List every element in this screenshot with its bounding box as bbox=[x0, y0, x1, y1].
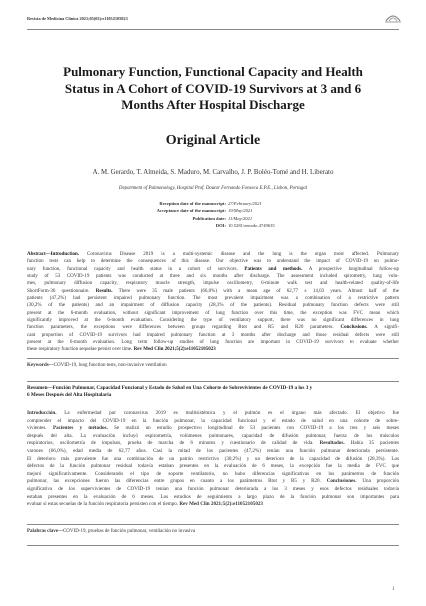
text-segment: these respiratory function sequelae persist over time. bbox=[27, 347, 134, 353]
text-line bbox=[27, 266, 399, 273]
resumen-title-line: Resumen—Función Pulmonar, Capacidad Funcional y Estado de Salud en Una Cohorte de Sobrevivientes de COVID-19 a los 3 y bbox=[27, 385, 313, 391]
text-line bbox=[27, 501, 399, 509]
english-abstract bbox=[27, 251, 399, 354]
text-line bbox=[27, 288, 399, 295]
text-segment: La enfermedad por coronavirus 2019 es multisistémica y el pulmón es el órgano más afectado. El objetivo fue bbox=[56, 410, 399, 416]
affiliation: Department of Pulmonology, Hospital Prof. Doutor Fernando Fonseca E.P.E., Lisbon, Portugal bbox=[118, 186, 308, 191]
text-segment: varones (66,0%), edad media de 62,77 años. Casi la mitad de los pacientes (47,2%) tenían una función pulmonar deteriorada persistente. bbox=[27, 447, 399, 454]
text-segment: patients (47,2%) had persistent impaired pulmonary function. The most prevalent impairment was a combination of a restrictive pattern bbox=[27, 296, 399, 302]
page-number: 1 bbox=[392, 587, 395, 592]
text-segment: mejoró significativamente. Considerando el tipo de soporte ventilatorio, no hubo diferencias significativas en los parámetros de función bbox=[27, 470, 399, 477]
date-label: Acceptance date of the manuscript: bbox=[156, 208, 226, 214]
text-segment: A prospective longitudinal follow-up bbox=[302, 266, 399, 272]
resumen-title-line: 6 Meses Después del Alta Hospitalaria bbox=[27, 392, 112, 399]
section-label: Conclusiones. bbox=[326, 478, 357, 485]
text-line bbox=[27, 332, 399, 339]
text-line bbox=[27, 280, 399, 287]
text-segment: ShortForm-36 questionnaire. bbox=[27, 288, 96, 294]
text-line bbox=[27, 273, 399, 280]
date-label: DOI: bbox=[215, 223, 226, 229]
text-segment: Había 35 pacientes bbox=[344, 440, 400, 447]
text-line bbox=[27, 463, 399, 471]
section-label: Rev Med Clin 2021;5(2):e11052105023 bbox=[179, 501, 263, 508]
text-line bbox=[27, 346, 399, 353]
title-line: Pulmonary Function, Functional Capacity and Health bbox=[63, 64, 363, 79]
section-label: Rev Med Clin 2021;5(2):e11052105023 bbox=[133, 347, 216, 353]
text-segment: There were 35 male patients (66,0%) with a mean age of 62,77 ± 14,03 years. Almost half of the bbox=[112, 288, 400, 294]
doi-link[interactable]: 10.5281/zenodo.4749635 bbox=[228, 223, 275, 229]
text-line bbox=[27, 251, 399, 258]
text-segment: mes, pulmonary diffusion capacity, respiratory muscle strength, impulse oscillometry, 6-minute walk test and health-related quality-of-life bbox=[27, 281, 399, 287]
text-line bbox=[27, 418, 399, 426]
date-label: Publication date: bbox=[192, 215, 226, 221]
manuscript-dates bbox=[27, 200, 399, 230]
text-segment: study of 53 COVID-19 patients was conducted at three and six months after discharge. The assessment included spirometry, lung volu- bbox=[27, 274, 399, 280]
header-rule bbox=[27, 29, 399, 30]
acceptance-date bbox=[27, 207, 399, 214]
date-label: Reception date of the manuscript: bbox=[159, 201, 226, 206]
section-label: Pacientes y métodos. bbox=[52, 425, 108, 432]
text-line bbox=[27, 295, 399, 302]
text-segment: Se realizó un estudio prospectivo longitudinal de 53 pacientes con COVID-19 a los tres y seis meses bbox=[107, 425, 399, 432]
section-label: Patients and methods. bbox=[244, 266, 303, 272]
date-value: 19/May/2021 bbox=[228, 208, 253, 214]
text-line bbox=[27, 448, 399, 456]
text-segment: function tests can help to determine the consequences of this disease. Our objective was to understand the impact of COVID-19 on pulmo- bbox=[27, 259, 399, 265]
palabras-clave bbox=[27, 528, 399, 535]
date-value: 11/May/2021 bbox=[228, 215, 253, 221]
journal-logo-icon bbox=[383, 11, 403, 25]
text-segment: respiratorios, oscilometría de impulsos, prueba de marcha de 6 minutos y cuestionario de calidad de vida. bbox=[27, 440, 320, 447]
text-segment: El deterioro más prevalente fue una combinación de un patrón restrictivo (30,2%) y un deterioro de la capacidad de difusión (28,3%). Los bbox=[27, 455, 399, 462]
abstract-rule bbox=[27, 358, 399, 359]
text-line bbox=[27, 425, 399, 433]
text-segment: present at the 6-month evaluation. Long term follow-up studies of lung function are important in COVID-19 survivors to evaluate whether bbox=[27, 340, 399, 346]
title-line: Months After Hospital Discharge bbox=[121, 97, 305, 112]
text-segment: (30,2% of the patients) and an impairment of diffusion capacity (28,3% of the patients). Residual pulmonary function defects were still bbox=[27, 303, 399, 309]
keywords-label: Keywords— bbox=[27, 363, 54, 368]
text-segment: function parameters, the exceptions were differences between groups regarding Rtot and R5 and R20 parameters. bbox=[27, 325, 341, 331]
text-segment: present at the 6-month evaluation, without significant improvement of lung function over this time, the exception was FVC mean which bbox=[27, 310, 399, 316]
text-segment: defectos de la función pulmonar residual todavía estaban presentes en la evaluación de 6 meses, la excepción fue la media de FVC que bbox=[27, 463, 399, 470]
palabras-label: Palabras clave— bbox=[27, 529, 63, 534]
text-segment: A signifi- bbox=[367, 325, 399, 331]
text-segment: cant proportion of COVID-19 survivors had impaired pulmonary function at 3 months after discharge and those residual defects were still bbox=[27, 332, 399, 338]
article-type: Original Article bbox=[165, 133, 261, 148]
section-label: Introduction. bbox=[50, 252, 79, 257]
resumen-rule bbox=[27, 381, 399, 382]
author-list: A. M. Gerardo, T. Almeida, S. Maduro, M. Carvalho, J. P. Boléo-Tomé and H. Liberato bbox=[92, 169, 334, 176]
title-line: Status in A Cohort of COVID-19 Survivors at 3 and 6 bbox=[64, 80, 362, 96]
text-segment: nary function, functional capacity and health status in a cohort of survivors. bbox=[27, 266, 245, 272]
text-segment: Coronavirus Disease 2019 is a multi-systemic disease and the lung is the organ most affected. Pulmonary bbox=[79, 252, 399, 257]
text-line bbox=[27, 478, 399, 486]
spanish-abstract bbox=[27, 410, 399, 509]
text-segment: vivientes. bbox=[27, 425, 53, 432]
article-title bbox=[27, 64, 399, 114]
keywords-text: COVID-19, lung function tests, non-invasive ventilation bbox=[53, 363, 167, 368]
text-line bbox=[27, 324, 399, 331]
text-segment: comprender el impacto del COVID-19 en la función pulmonar, la capacidad funcional y el estado de salud en una cohorte de sobre- bbox=[27, 417, 399, 424]
text-segment: después del alta. La evaluación incluyó espirometría, volúmenes pulmonares, capacidad de difusión pulmonar, fuerza de los músculos bbox=[27, 432, 399, 439]
text-line bbox=[27, 302, 399, 309]
text-line bbox=[27, 494, 399, 502]
text-line bbox=[27, 410, 399, 418]
section-label: Introducción. bbox=[27, 410, 57, 416]
text-segment: pulmonar, las excepciones fueron las diferencias entre grupos en cuanto a los parámetros Rtot y R5 y R20. bbox=[27, 478, 327, 485]
section-label: Resultados. bbox=[319, 440, 345, 447]
text-line bbox=[27, 317, 399, 324]
publication-date bbox=[27, 215, 399, 222]
section-label: Results. bbox=[95, 288, 113, 294]
text-line bbox=[27, 339, 399, 346]
footer-rule bbox=[27, 545, 399, 546]
palabras-text: COVID-19, pruebas de función pulmonar, ventilación no invasiva bbox=[62, 529, 196, 534]
reception-date bbox=[27, 200, 399, 207]
journal-header: Revista de Medicina Clínica 2021;05(02):e11052105023 bbox=[27, 16, 128, 21]
text-segment: significativa de los supervivientes de COVID-19 tenían una función pulmonar deteriorada a los 3 meses y esos defectos residuales todavía bbox=[27, 485, 399, 492]
text-line bbox=[27, 486, 399, 494]
resumen-title bbox=[27, 385, 399, 400]
text-segment: Una proporción bbox=[356, 478, 399, 485]
date-value: 27/February/2021 bbox=[228, 201, 262, 206]
text-segment: significantly improved at the 6-month evaluation. Considering the type of ventilatory support, there was no significant differences in lung bbox=[27, 318, 399, 324]
text-line bbox=[27, 310, 399, 317]
abstract-heading: Abstract— bbox=[27, 252, 51, 257]
keywords bbox=[27, 362, 399, 369]
text-line bbox=[27, 433, 399, 441]
text-line bbox=[27, 258, 399, 265]
palabras-rule bbox=[27, 524, 399, 525]
text-segment: evaluar si estas secuelas de la función respiratoria persisten con el tiempo. bbox=[27, 501, 180, 508]
text-line bbox=[27, 440, 399, 448]
text-segment: estaban presentes en la evaluación de 6 meses. Los estudios de seguimiento a largo plazo de la función pulmonar son importantes para bbox=[27, 493, 399, 500]
doi bbox=[27, 222, 399, 229]
section-label: Conclusions. bbox=[340, 325, 368, 331]
